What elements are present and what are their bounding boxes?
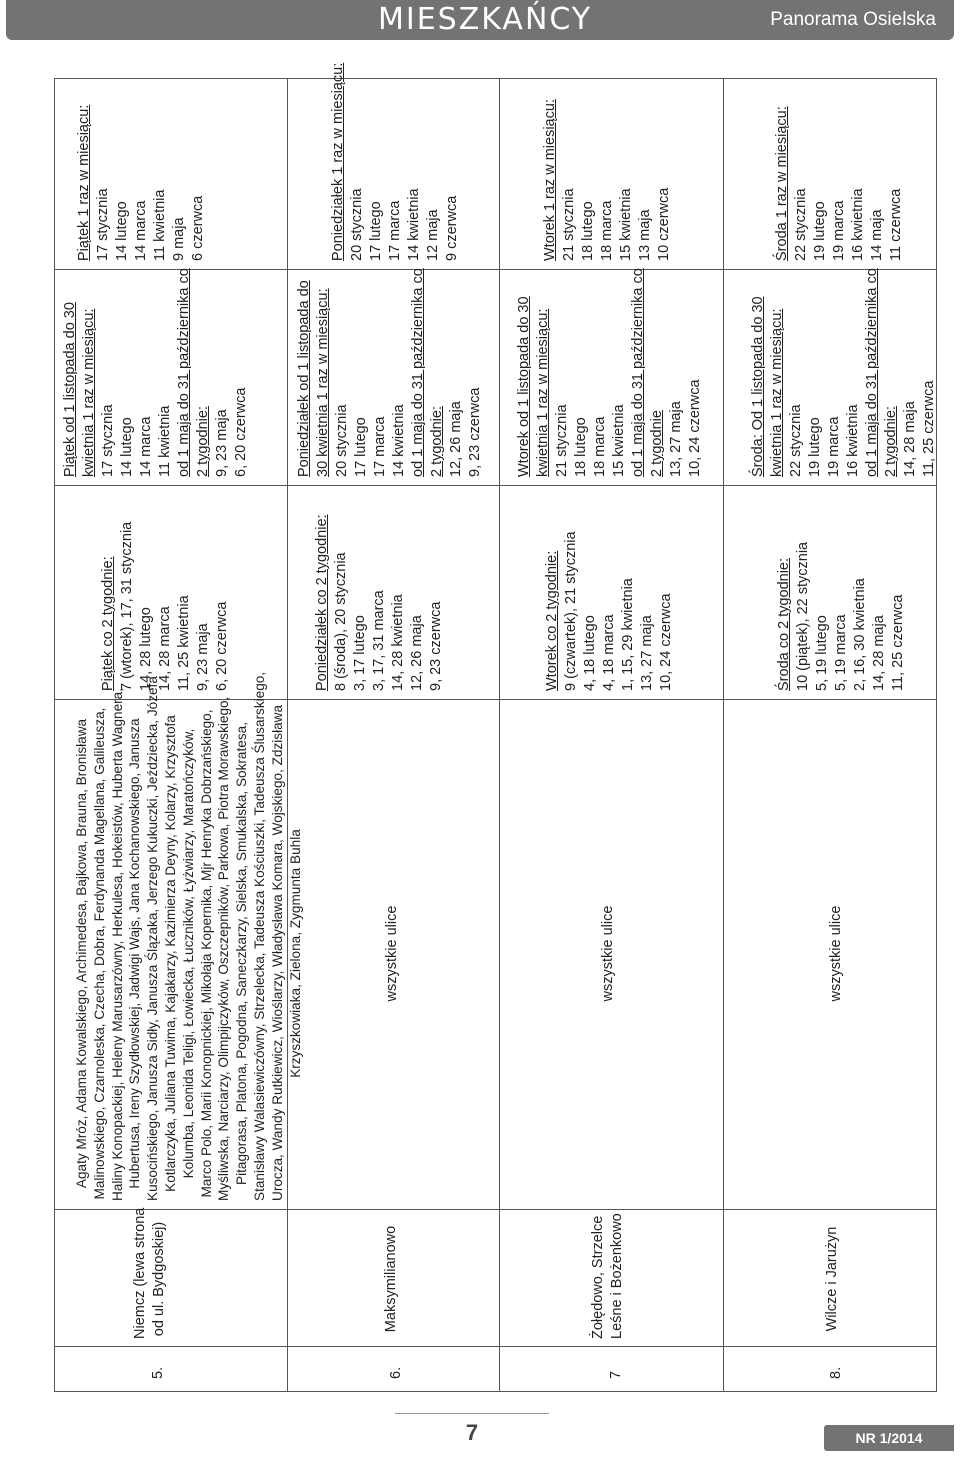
table-row-6 bbox=[287, 62, 500, 1391]
monthly-dates: 17 stycznia 14 lutego 14 marca 11 kwietnia 9 maja 6 czerwca bbox=[95, 188, 206, 261]
biweekly-schedule bbox=[99, 522, 232, 691]
monthly-dates: 20 stycznia 17 lutego 17 marca 14 kwietnia 12 maja 9 czerwca bbox=[349, 188, 460, 261]
header-banner bbox=[6, 0, 954, 40]
seasonal-dates-winter: 20 stycznia 17 lutego 17 marca 14 kwietnia bbox=[334, 404, 407, 477]
biweekly-heading: Środa co 2 tygodnie: bbox=[776, 557, 792, 691]
issue-number: NR 1/2014 bbox=[824, 1425, 954, 1451]
section-title: MIESZKAŃCY bbox=[378, 2, 593, 37]
seasonal-dates-winter: 21 stycznia 18 lutego 18 marca 15 kwietnia bbox=[554, 404, 627, 477]
seasonal-heading-summer: od 1 maja do 31 października co 2 tygodnie bbox=[630, 268, 665, 477]
monthly-dates: 22 stycznia 19 lutego 19 marca 16 kwietnia 14 maja 11 czerwca bbox=[793, 188, 904, 261]
biweekly-schedule bbox=[543, 531, 676, 691]
biweekly-heading: Piątek co 2 tygodnie: bbox=[100, 556, 116, 691]
streets-list: Agaty Mróz, Adama Kowalskiego, Archimedesa, Bajkowa, Brauna, Bronisława Malinowskiego, Czarnoleska, Czecha, Dobra, Ferdynanda Magellana, Galileusza, Haliny Konopackiej, Heleny Marusarzówny, Herkulesa, Hokeistów, Huberta Wagnera, Hubertusa, Ireny Szydłowskiej, Jadwigi Wajs, Jana Kochanowskiego, Janusza Kusocińskiego, Janusza Sidły, Janusza Ślązaka, Jerzego Kukuczki, Jeździecka, Józefa Kotlarczyka, Juliana Tuwima, Kajakarzy, Kazimierza Deyny, Kolarzy, Krzysztofa Kolumba, Leonida Teligi, Łowiecka, Łuczników, Łyżwiarzy, Maratończyków, Marco Polo, Marii Konopnickiej, Mikołaja Kopernika, Mjr Henryka Dobrzańskiego, Myśliwska, Narciarzy, Olimpijczyków, Oszczepników, Parkowa, Piotra Morawskiego, Pitagorasa, Platona, Pogodna, Saneczkarzy, Sielska, Smukalska, Sokratesa, Stanisławy Walasiewiczówny, Strzelecka, Tadeusza Kościuszki, Tadeusza Ślusarskiego, Urocza, Wandy Rutkiewicz, Wioślarzy, Władysława Komara, Wojskiego, Zdzisława Krzyszkowiaka, Zielona, Zygmunta Buhla bbox=[74, 671, 303, 1201]
locality: Maksymilianowo bbox=[383, 1225, 399, 1333]
seasonal-dates-summer: 14, 28 maja 11, 25 czerwca bbox=[902, 380, 937, 477]
monthly-heading: Środa 1 raz w miesiącu: bbox=[774, 106, 790, 261]
table-row-7 bbox=[499, 79, 724, 1391]
biweekly-dates: 8 (środa), 20 stycznia 3, 17 lutego 3, 17, 31 marca 14, 28 kwietnia 12, 26 maja 9, 23 czerwca bbox=[333, 552, 444, 691]
seasonal-schedule bbox=[61, 268, 251, 477]
row-number: 5. bbox=[150, 1366, 166, 1379]
locality: Żołędowo, Strzelce Leśne i Bożenkowo bbox=[590, 1213, 625, 1339]
publication-name: Panorama Osielska bbox=[770, 9, 936, 30]
seasonal-schedule bbox=[515, 268, 705, 477]
monthly-schedule bbox=[541, 99, 674, 261]
streets-list: wszystkie ulice bbox=[384, 905, 400, 1002]
seasonal-dates-winter: 17 stycznia 14 lutego 14 marca 11 kwietnia bbox=[100, 404, 173, 477]
biweekly-heading: Poniedziałek co 2 tygodnie: bbox=[314, 514, 330, 691]
seasonal-dates-summer: 9, 23 maja 6, 20 czerwca bbox=[214, 387, 249, 477]
monthly-schedule bbox=[329, 63, 462, 261]
row-number: 6. bbox=[388, 1366, 404, 1379]
seasonal-heading: Poniedziałek od 1 listopada do 30 kwietnia 1 raz w miesiącu: bbox=[296, 280, 331, 477]
seasonal-dates-winter: 22 stycznia 19 lutego 19 marca 16 kwietnia bbox=[788, 404, 861, 477]
biweekly-dates: 7 (wtorek), 17, 31 stycznia 14, 28 lutego 14, 28 marca 11, 25 kwietnia 9, 23 maja 6, 20 czerwca bbox=[119, 521, 230, 691]
seasonal-heading: Środa: Od 1 listopada do 30 kwietnia 1 raz w miesiącu: bbox=[750, 296, 785, 477]
seasonal-heading-summer: od 1 maja do 31 października co 2 tygodnie: bbox=[410, 268, 445, 477]
seasonal-dates-summer: 13, 27 maja 10, 24 czerwca bbox=[668, 379, 703, 477]
monthly-schedule bbox=[773, 106, 906, 261]
biweekly-dates: 10 (piątek), 22 stycznia 5, 19 lutego 5, 19 marca 2, 16, 30 kwietnia 14, 28 maja 11, 25 czerwca bbox=[795, 541, 906, 691]
biweekly-schedule bbox=[313, 514, 446, 691]
biweekly-schedule bbox=[775, 542, 908, 691]
table-row-5 bbox=[55, 79, 303, 1391]
schedule-table bbox=[54, 62, 937, 1392]
monthly-schedule bbox=[75, 105, 208, 261]
seasonal-heading: Piątek od 1 listopada do 30 kwietnia 1 raz w miesiącu: bbox=[62, 302, 97, 477]
biweekly-dates: 9 (czwartek), 21 stycznia 4, 18 lutego 4, 18 marca 1, 15, 29 kwietnia 13, 27 maja 10, 24 czerwca bbox=[563, 531, 674, 691]
row-number: 7 bbox=[608, 1370, 624, 1379]
seasonal-dates-summer: 12, 26 maja 9, 23 czerwca bbox=[448, 387, 483, 477]
seasonal-schedule bbox=[295, 268, 485, 477]
row-number: 8. bbox=[828, 1366, 844, 1379]
seasonal-schedule bbox=[749, 268, 939, 477]
streets-list: wszystkie ulice bbox=[600, 905, 616, 1002]
monthly-heading: Piątek 1 raz w miesiącu: bbox=[76, 104, 92, 261]
page-number: 7 bbox=[395, 1413, 549, 1460]
monthly-heading: Poniedziałek 1 raz w miesiącu: bbox=[330, 62, 346, 261]
monthly-dates: 21 stycznia 18 lutego 18 marca 15 kwietnia 13 maja 10 czerwca bbox=[561, 187, 672, 261]
biweekly-heading: Wtorek co 2 tygodnie: bbox=[544, 550, 560, 691]
seasonal-heading-summer: od 1 maja do 31 października co 2 tygodnie: bbox=[176, 268, 211, 477]
seasonal-heading: Wtorek od 1 listopada do 30 kwietnia 1 raz w miesiącu: bbox=[516, 296, 551, 477]
locality: Niemcz (lewa strona od ul. Bydgoskiej) bbox=[132, 1207, 167, 1339]
locality: Wilcze i Jarużyn bbox=[824, 1226, 840, 1332]
table-row-8 bbox=[723, 79, 936, 1391]
streets-list: wszystkie ulice bbox=[828, 905, 844, 1002]
seasonal-heading-summer: od 1 maja do 31 października co 2 tygodnie: bbox=[864, 268, 899, 477]
monthly-heading: Wtorek 1 raz w miesiącu: bbox=[542, 99, 558, 261]
